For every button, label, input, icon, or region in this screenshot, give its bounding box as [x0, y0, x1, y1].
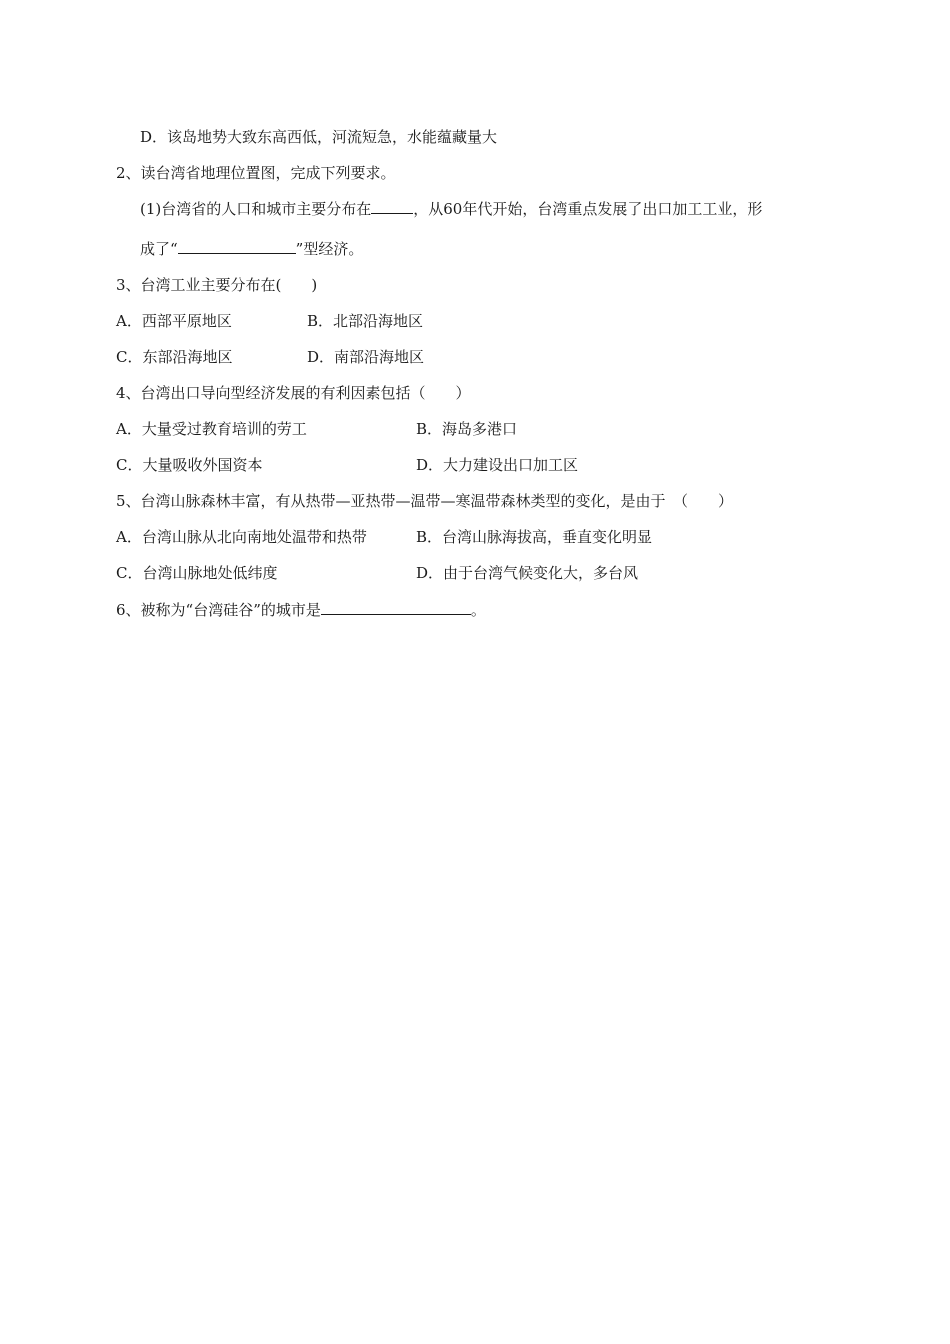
q4-stem: 4、台湾出口导向型经济发展的有利因素包括（ ） [116, 384, 471, 402]
q3-option-c[interactable]: C．东部沿海地区 [116, 348, 233, 366]
q1-option-d: D．该岛地势大致东高西低，河流短急，水能蕴藏量大 [140, 128, 498, 146]
q6-text-a: 6、被称为“台湾硅谷”的城市是 [116, 601, 321, 619]
q4-option-a[interactable]: A．大量受过教育培训的劳工 [116, 420, 307, 438]
q4-option-b[interactable]: B．海岛多港口 [416, 420, 518, 438]
q6-text-b: 。 [470, 601, 486, 619]
q2-part1-text-c: 成了“ [140, 240, 178, 258]
q3-option-d[interactable]: D．南部沿海地区 [307, 348, 425, 366]
q5-option-c[interactable]: C．台湾山脉地处低纬度 [116, 564, 278, 582]
q5-option-b[interactable]: B．台湾山脉海拔高，垂直变化明显 [416, 528, 653, 546]
q3-stem: 3、台湾工业主要分布在( ) [116, 276, 318, 294]
q5-stem: 5、台湾山脉森林丰富，有从热带—亚热带—温带—寒温带森林类型的变化，是由于 （ ） [116, 492, 734, 510]
q2-part1-text-b: ，从60年代开始，台湾重点发展了出口加工工业，形 [413, 200, 763, 218]
q2-part1-text-a: (1)台湾省的人口和城市主要分布在 [140, 200, 372, 218]
q6-blank[interactable] [321, 600, 471, 615]
q2-part1-line2 [140, 239, 363, 259]
q4-option-c[interactable]: C．大量吸收外国资本 [116, 456, 263, 474]
q5-option-d[interactable]: D．由于台湾气候变化大，多台风 [416, 564, 639, 582]
q3-option-b[interactable]: B．北部沿海地区 [307, 312, 424, 330]
q4-option-d[interactable]: D．大力建设出口加工区 [416, 456, 579, 474]
q5-option-a[interactable]: A．台湾山脉从北向南地处温带和热带 [116, 528, 367, 546]
q2-part1-text-d: ”型经济。 [295, 240, 364, 258]
q2-part1-line1 [140, 199, 762, 219]
q2-blank-2[interactable] [178, 239, 296, 254]
q2-stem: 2、读台湾省地理位置图，完成下列要求。 [116, 164, 396, 182]
q3-option-a[interactable]: A．西部平原地区 [116, 312, 232, 330]
q6-stem [116, 600, 486, 620]
q2-blank-1[interactable] [371, 199, 413, 214]
